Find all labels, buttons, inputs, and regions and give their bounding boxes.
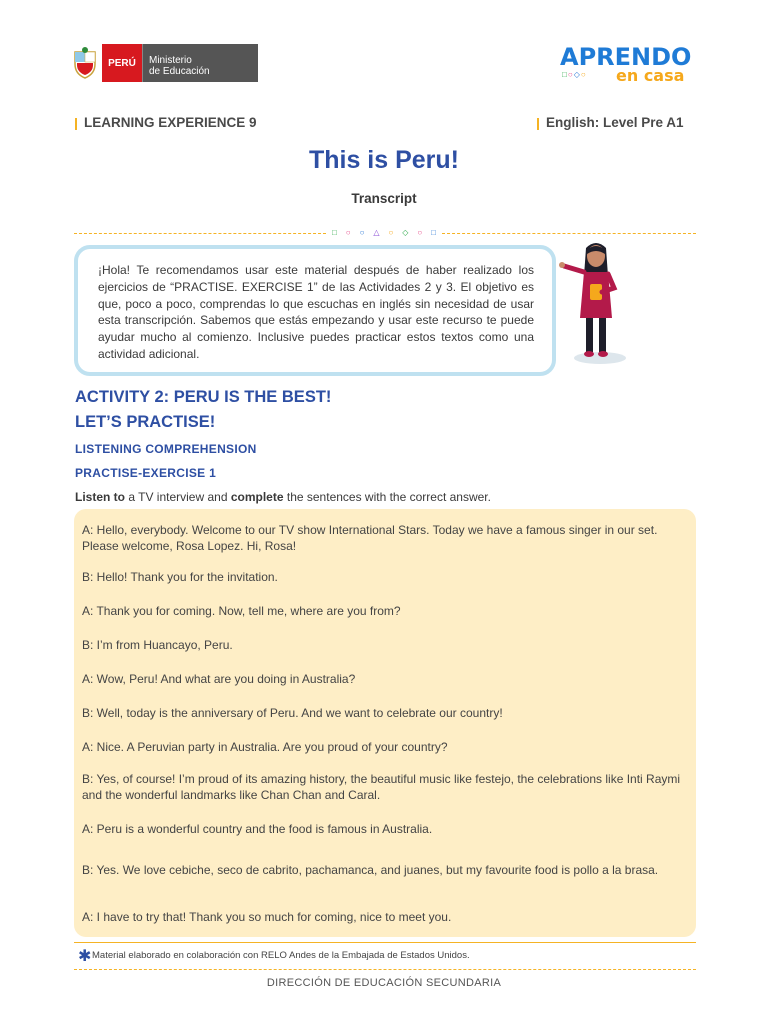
transcript-line: B: Well, today is the anniversary of Peru. And we want to celebrate our country! — [82, 706, 503, 720]
level-label: English: Level Pre A1 — [546, 115, 684, 130]
divider-bar-left — [75, 118, 77, 130]
transcript-line: A: I have to try that! Thank you so much for coming, nice to meet you. — [82, 910, 452, 924]
practise-title: LET’S PRACTISE! — [75, 413, 216, 431]
footer-divider — [74, 942, 696, 943]
transcript-box — [74, 509, 696, 937]
aprendo-en-casa-logo — [560, 44, 700, 86]
section-heading: LISTENING COMPREHENSION — [75, 442, 257, 456]
ministry-logo — [68, 44, 258, 82]
footer-dashed-divider — [74, 969, 696, 970]
intro-text: ¡Hola! Te recomendamos usar este material después de haber realizado los ejercicios de “PRACTISE. EXERCISE 1” de las Actividades 2 y 3. El objetivo es que, poco a poco, comprendas lo que escuchas en inglés sin necesidad de usar esta transcripción. Sabemos que estás empezando y usar este recurso te puede ayudar mucho al comienzo. Inclusive puedes practicar estos textos como una actividad adicional. — [98, 263, 534, 361]
learning-experience: LEARNING EXPERIENCE 9 — [84, 115, 257, 130]
transcript-line: A: Wow, Peru! And what are you doing in Australia? — [82, 672, 356, 686]
transcript-line: A: Nice. A Peruvian party in Australia. Are you proud of your country? — [82, 740, 448, 754]
decorative-shapes-icon: □ ○ ○ △ ○ ◇ ○ □ — [332, 228, 436, 237]
transcript-line: A: Thank you for coming. Now, tell me, where are you from? — [82, 604, 401, 618]
asterisk-icon: ✱ — [78, 948, 92, 965]
exercise-heading: PRACTISE-EXERCISE 1 — [75, 466, 217, 480]
transcript-line: A: Peru is a wonderful country and the food is famous in Australia. — [82, 822, 433, 836]
brand-top: APRENDO — [560, 43, 692, 71]
peru-shield-icon — [68, 44, 102, 82]
transcript-line: B: Yes. We love cebiche, seco de cabrito, pachamanca, and juanes, but my favourite food is pollo a la brasa. — [82, 863, 659, 877]
brand-shapes-icon: □○◇○ — [562, 70, 587, 79]
dashed-divider-right — [442, 233, 696, 234]
transcript-line: A: Hello, everybody. Welcome to our TV show International Stars. Today we have a famous singer in our set. Please welcome, Rosa Lopez. Hi, Rosa! — [82, 523, 658, 553]
page-subtitle: Transcript — [351, 191, 417, 206]
intro-box — [74, 245, 556, 376]
dashed-divider-left — [74, 233, 326, 234]
brand-bottom: en casa — [616, 66, 685, 85]
activity-title: ACTIVITY 2: PERU IS THE BEST! — [75, 388, 332, 406]
transcript-line: B: I’m from Huancayo, Peru. — [82, 638, 233, 652]
footnote: Material elaborado en colaboración con RELO Andes de la Embajada de Estados Unidos. — [92, 950, 470, 961]
instruction-text: Listen to a TV interview and complete the sentences with the correct answer. — [75, 490, 491, 504]
girl-illustration-icon — [556, 236, 632, 368]
transcript-line: B: Hello! Thank you for the invitation. — [82, 570, 278, 584]
transcript-line: B: Yes, of course! I’m proud of its amazing history, the beautiful music like festejo, the celebrations like Inti Raymi and the wonderful landmarks like Chan Chan and Caral. — [82, 772, 681, 802]
footer-text: DIRECCIÓN DE EDUCACIÓN SECUNDARIA — [266, 977, 502, 989]
divider-bar-right — [537, 118, 539, 130]
ministry-label: Ministerio de Educación — [142, 44, 258, 82]
page-title: This is Peru! — [308, 146, 460, 174]
peru-label: PERÚ — [102, 44, 142, 82]
